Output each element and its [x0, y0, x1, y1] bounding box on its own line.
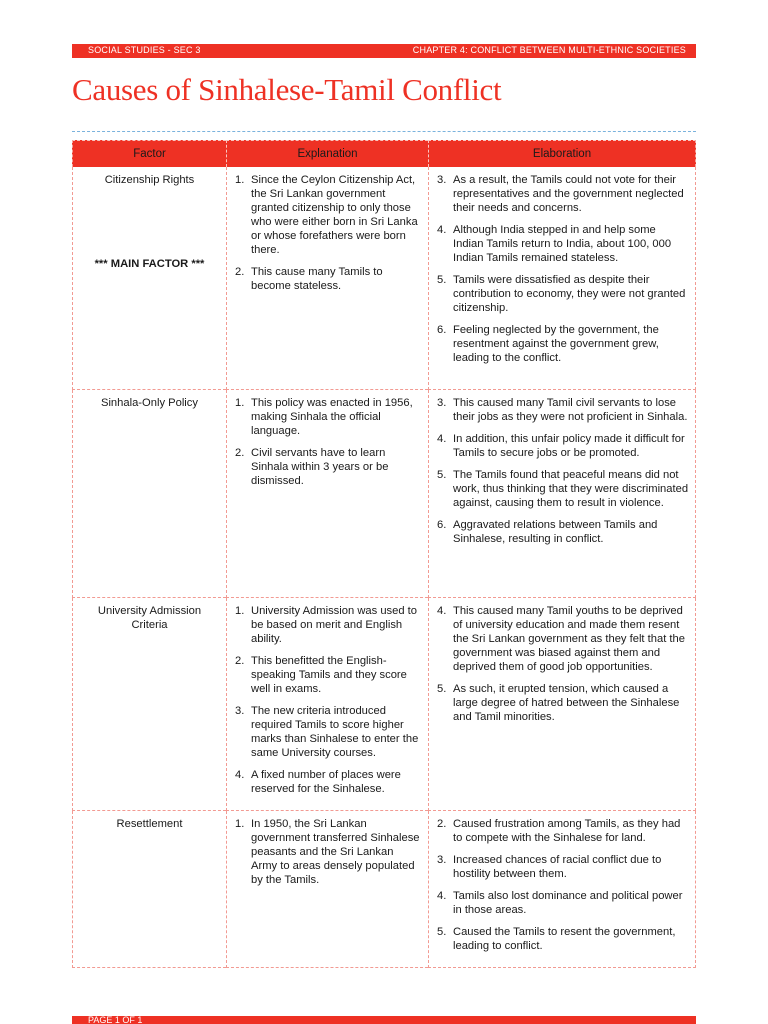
list-item: 4. Tamils also lost dominance and political power in those areas. — [437, 890, 683, 916]
list-item: 6. Feeling neglected by the government, the resentment against the government grew, leading to the conflict. — [437, 324, 659, 364]
list-item: 2. This cause many Tamils to become stateless. — [235, 266, 383, 292]
factor-label: Sinhala-Only Policy — [100, 397, 198, 409]
list-item: 3. As a result, the Tamils could not vote for their representatives and the government neglected their needs and concerns. — [437, 174, 684, 214]
elaboration-cell — [428, 167, 696, 390]
list-item: 6. Aggravated relations between Tamils and Sinhalese, resulting in conflict. — [437, 519, 658, 545]
list-item: 5. The Tamils found that peaceful means did not work, thus thinking that they were discriminated against, causing them to result in violence. — [437, 469, 689, 509]
subject-label: SOCIAL STUDIES - SEC 3 — [88, 45, 201, 55]
list-item: 4. A fixed number of places were reserved for the Sinhalese. — [235, 769, 401, 795]
factor-cell — [72, 390, 226, 598]
explanation-cell — [226, 811, 428, 968]
list-item: 2. Caused frustration among Tamils, as they had to compete with the Sinhalese for land. — [437, 818, 681, 844]
list-item: 1. This policy was enacted in 1956, making Sinhala the official language. — [235, 397, 413, 437]
header-bar — [72, 44, 696, 58]
list-item: 1. University Admission was used to be based on merit and English ability. — [235, 605, 418, 645]
list-item: 3. Increased chances of racial conflict due to hostility between them. — [437, 854, 662, 880]
column-header-elaboration: Elaboration — [428, 140, 696, 167]
title-divider — [72, 131, 696, 132]
factor-label: University Admission Criteria — [97, 605, 202, 631]
list-item: 1. Since the Ceylon Citizenship Act, the Sri Lankan government granted citizenship to only those who were either born in Sri Lanka or whose forefathers were born there. — [235, 174, 418, 256]
table-row — [72, 811, 696, 968]
table-row — [72, 167, 696, 390]
chapter-label: CHAPTER 4: CONFLICT BETWEEN MULTI-ETHNIC SOCIETIES — [412, 45, 686, 55]
factor-cell — [72, 811, 226, 968]
factor-cell — [72, 167, 226, 390]
elaboration-cell — [428, 811, 696, 968]
list-item: 2. Civil servants have to learn Sinhala within 3 years or be dismissed. — [235, 447, 389, 487]
table-row — [72, 390, 696, 598]
page-title: Causes of Sinhalese-Tamil Conflict — [72, 72, 502, 107]
explanation-cell — [226, 390, 428, 598]
list-item: 4. In addition, this unfair policy made it difficult for Tamils to secure jobs or be promoted. — [437, 433, 685, 459]
factor-label: Citizenship Rights — [104, 174, 195, 186]
explanation-cell — [226, 167, 428, 390]
elaboration-cell — [428, 390, 696, 598]
footer-bar — [72, 1016, 696, 1024]
factor-label: Resettlement — [116, 818, 183, 830]
explanation-cell — [226, 598, 428, 811]
column-header-explanation: Explanation — [226, 140, 428, 167]
elaboration-cell — [428, 598, 696, 811]
list-item: 5. Tamils were dissatisfied as despite their contribution to economy, they were not granted citizenship. — [437, 274, 686, 314]
table-header-row — [72, 140, 696, 167]
main-factor-note: *** MAIN FACTOR *** — [94, 258, 205, 270]
list-item: 4. This caused many Tamil youths to be deprived of university education and made them resent the Sri Lankan government as they felt that the government was biased against them and deprived them of good job opportunities. — [437, 605, 685, 673]
list-item: 3. The new criteria introduced required Tamils to score higher marks than Sinhalese to enter the same University courses. — [235, 705, 419, 759]
factor-cell — [72, 598, 226, 811]
list-item: 2. This benefitted the English-speaking Tamils and they score well in exams. — [235, 655, 407, 695]
list-item: 1. In 1950, the Sri Lankan government transferred Sinhalese peasants and the Sri Lankan Army to areas densely populated by the Tamils. — [235, 818, 420, 886]
causes-table — [72, 140, 696, 968]
page-number: PAGE 1 OF 1 — [88, 1016, 143, 1024]
list-item: 4. Although India stepped in and help some Indian Tamils return to India, about 100, 000 Indian Tamils remained stateless. — [437, 224, 672, 264]
list-item: 5. As such, it erupted tension, which caused a large degree of hatred between the Sinhalese and Tamil minorities. — [437, 683, 680, 723]
table-row — [72, 598, 696, 811]
list-item: 5. Caused the Tamils to resent the government, leading to conflict. — [437, 926, 676, 952]
column-header-factor: Factor — [72, 140, 226, 167]
list-item: 3. This caused many Tamil civil servants to lose their jobs as they were not proficient in Sinhala. — [437, 397, 688, 423]
